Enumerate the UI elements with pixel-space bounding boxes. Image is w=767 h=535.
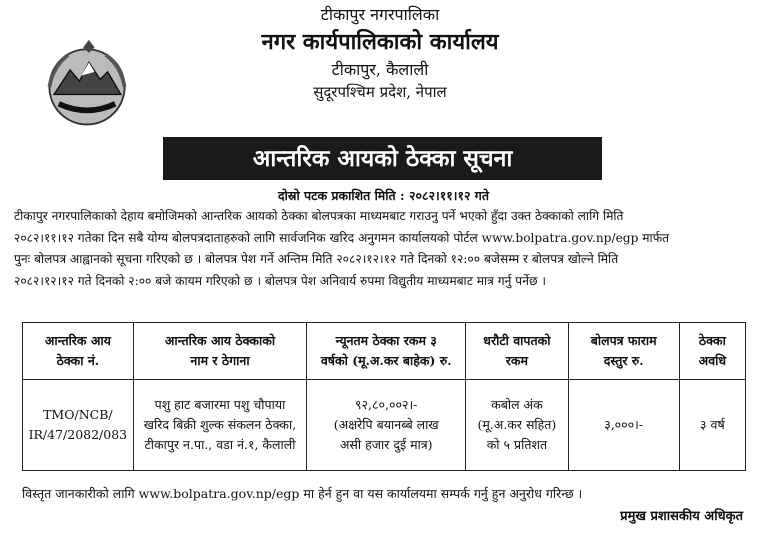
notice-body <box>14 206 758 292</box>
header-min-amount: न्यूनतम ठेक्का रकम ३ वर्षको (मू.अ.कर बाहेक) रु. <box>307 323 466 380</box>
notice-body-line: २०८२।११।१२ गतेका दिन सबै योग्य बोलपत्रदाताहरुको लागि सार्वजनिक खरिद अनुगमन कार्यालयको पोर्टल www.bolpatra.gov.np/egp मार्फत <box>14 230 670 245</box>
table-header-row <box>23 323 746 380</box>
cell-form-fee: ३,०००।- <box>568 380 679 471</box>
header-form-fee: बोलपत्र फाराम दस्तुर रु. <box>568 323 679 380</box>
cell-contract-no: TMO/NCB/ IR/47/2082/083 <box>23 380 134 471</box>
office-name: नगर कार्यपालिकाको कार्यालय <box>261 29 499 55</box>
header-deposit: धरौटी वापतको रकम <box>466 323 568 380</box>
contract-table <box>22 322 746 471</box>
header-duration: ठेक्का अवधि <box>679 323 745 380</box>
notice-body-line: २०८२।१२।१२ गते दिनको २:०० बजे कायम गरिएको छ । बोलपत्र पेश अनिवार्य रुपमा विद्युतीय माध्यमबाट मात्र गर्नु पर्नेछ । <box>14 273 547 288</box>
notice-body-line: टीकापुर नगरपालिकाको देहाय बमोजिमको आन्तरिक आयको ठेक्का बोलपत्रका माध्यमबाट गराउनु पर्ने भएको हुँदा उक्त ठेक्काको लागि मिति <box>14 209 624 223</box>
cell-deposit: कबोल अंक (मू.अ.कर सहित) को ५ प्रतिशत <box>466 380 568 471</box>
cell-duration: ३ वर्ष <box>679 380 745 471</box>
municipality-name: टीकापुर नगरपालिका <box>320 5 440 24</box>
publication-date: दोस्रो पटक प्रकाशित मिति : २०८२।११।१२ गते <box>278 188 489 203</box>
header-contract-no: आन्तरिक आय ठेक्का नं. <box>23 323 134 380</box>
header-contract-name: आन्तरिक आय ठेक्काको नाम र ठेगाना <box>133 323 307 380</box>
office-location: टीकापुर, कैलाली <box>331 60 429 79</box>
nepal-emblem-icon <box>40 38 134 132</box>
table-row <box>23 380 746 471</box>
signatory: प्रमुख प्रशासकीय अधिकृत <box>620 509 743 524</box>
notice-body-line: पुनः बोलपत्र आह्वानको सूचना गरिएको छ । बोलपत्र पेश गर्ने अन्तिम मिति २०८२।१२।१२ गते दिनको १२:०० बजेसम्म र बोलपत्र खोल्ने मिति <box>14 252 619 266</box>
cell-contract-name: पशु हाट बजारमा पशु चौपाया खरिद बिक्री शुल्क संकलन ठेक्का, टीकापुर न.पा., वडा नं.१, कैलाली <box>133 380 307 471</box>
footer-info: विस्तृत जानकारीको लागि www.bolpatra.gov.np/egp मा हेर्न हुन वा यस कार्यालयमा सम्पर्क गर्नु हुन अनुरोध गरिन्छ । <box>22 486 583 501</box>
notice-title: आन्तरिक आयको ठेक्का सूचना <box>163 137 602 180</box>
cell-min-amount: ९२,८०,००२।- (अक्षरेपि बयानब्बे लाख असी हजार दुई मात्र) <box>307 380 466 471</box>
office-province: सुदूरपश्चिम प्रदेश, नेपाल <box>313 83 447 101</box>
